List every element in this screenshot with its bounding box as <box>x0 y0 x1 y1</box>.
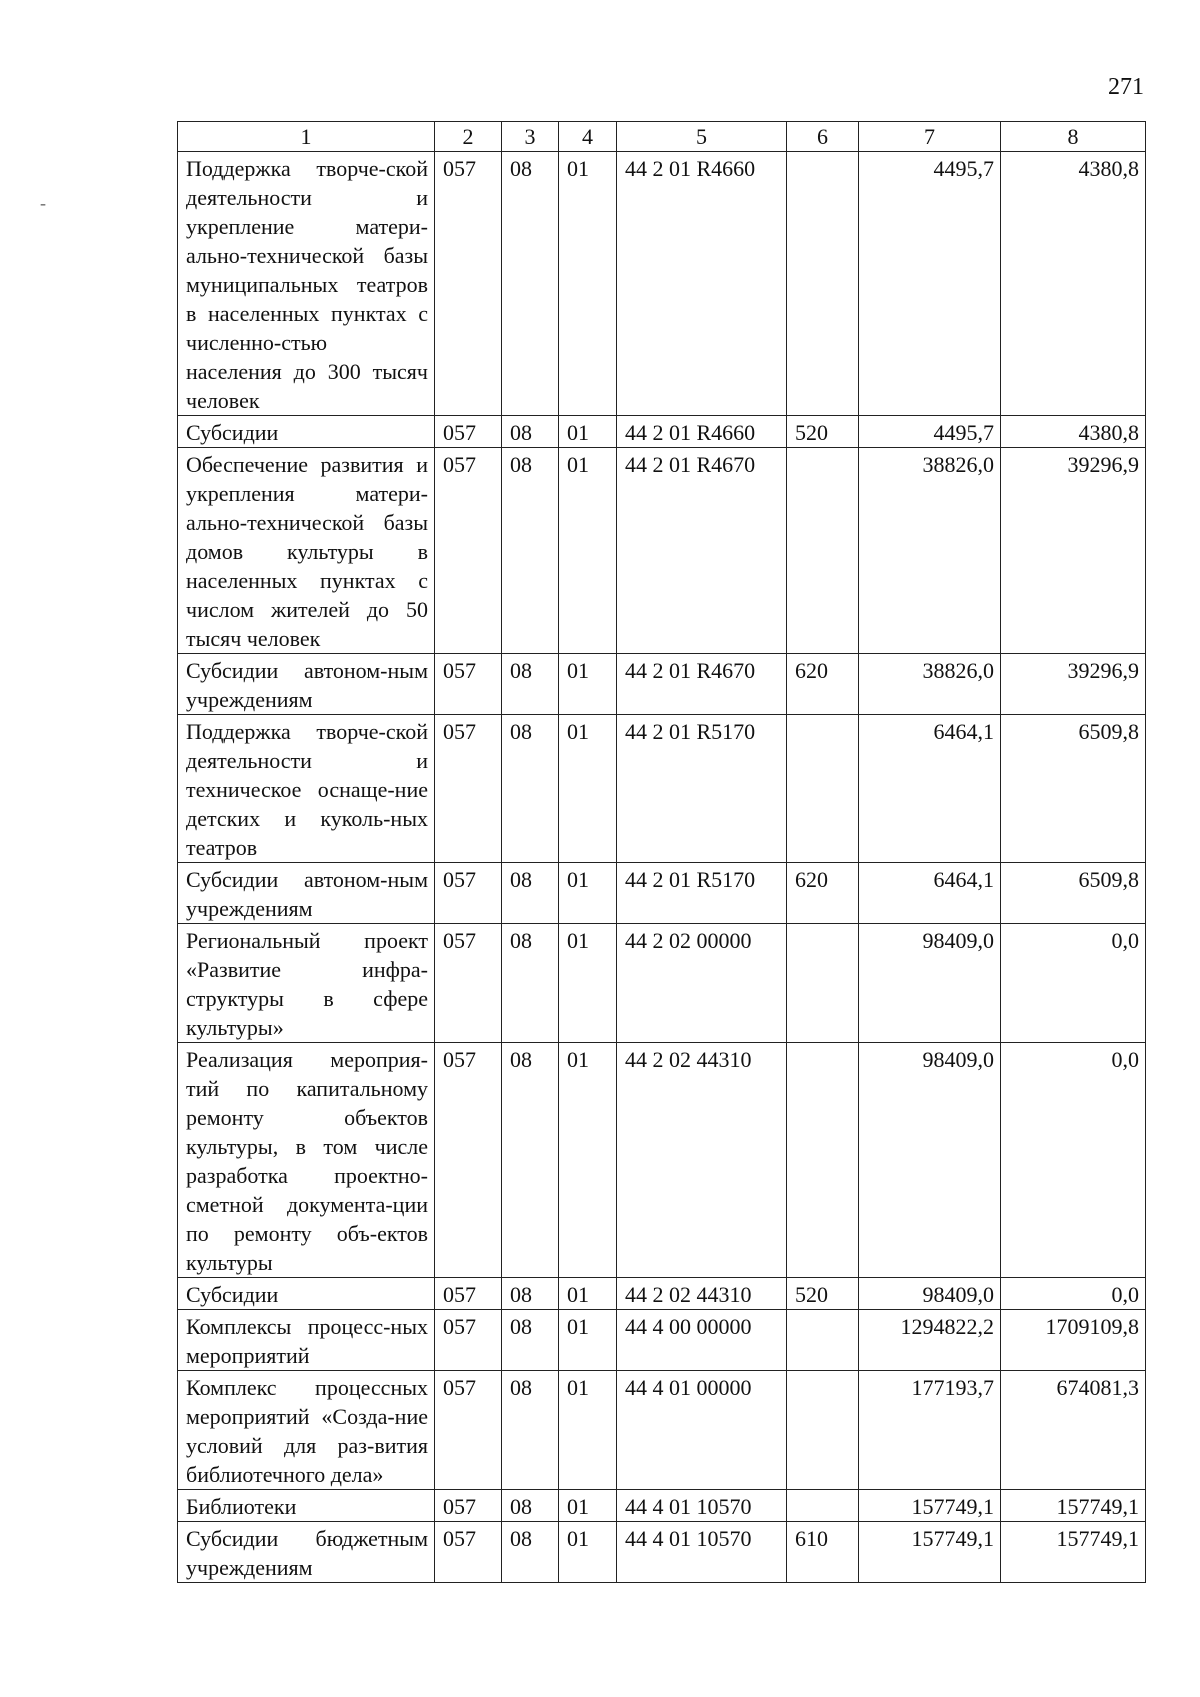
cell-target-code: 44 4 01 10570 <box>617 1522 787 1583</box>
row-name: Комплексы процесс-ных мероприятий <box>178 1310 435 1371</box>
cell-amount-year2: 1709109,8 <box>1001 1310 1146 1371</box>
cell-section: 08 <box>502 1310 559 1371</box>
col-header: 3 <box>502 122 559 152</box>
budget-table <box>177 121 1146 1583</box>
cell-section: 08 <box>502 654 559 715</box>
cell-section: 08 <box>502 1278 559 1310</box>
cell-subsection: 01 <box>559 863 617 924</box>
col-header: 2 <box>435 122 502 152</box>
col-header: 4 <box>559 122 617 152</box>
cell-expense-type <box>787 1310 859 1371</box>
cell-amount-year2: 4380,8 <box>1001 152 1146 416</box>
row-name: Субсидии <box>178 1278 435 1310</box>
cell-amount-year1: 98409,0 <box>859 1043 1001 1278</box>
cell-amount-year2: 0,0 <box>1001 924 1146 1043</box>
cell-target-code: 44 2 01 R4670 <box>617 654 787 715</box>
col-header: 5 <box>617 122 787 152</box>
cell-section: 08 <box>502 152 559 416</box>
cell-expense-type <box>787 1490 859 1522</box>
scan-mark: - <box>40 193 46 213</box>
table-row <box>178 416 1146 448</box>
cell-target-code: 44 2 02 44310 <box>617 1043 787 1278</box>
cell-target-code: 44 4 01 00000 <box>617 1371 787 1490</box>
table-row <box>178 448 1146 654</box>
cell-target-code: 44 2 02 00000 <box>617 924 787 1043</box>
cell-ministry: 057 <box>435 1310 502 1371</box>
table-row <box>178 1371 1146 1490</box>
cell-ministry: 057 <box>435 448 502 654</box>
cell-amount-year2: 674081,3 <box>1001 1371 1146 1490</box>
cell-subsection: 01 <box>559 1522 617 1583</box>
cell-amount-year1: 98409,0 <box>859 924 1001 1043</box>
cell-expense-type: 520 <box>787 1278 859 1310</box>
page-number: 271 <box>1108 74 1144 100</box>
table-row <box>178 1310 1146 1371</box>
cell-ministry: 057 <box>435 152 502 416</box>
row-name: Региональный проект «Развитие инфра-структуры в сфере культуры» <box>178 924 435 1043</box>
col-header: 6 <box>787 122 859 152</box>
cell-section: 08 <box>502 1522 559 1583</box>
row-name: Поддержка творче-ской деятельности и укрепление матери-ально-технической базы муниципальных театров в населенных пунктах с численно-стью населения до 300 тысяч человек <box>178 152 435 416</box>
cell-subsection: 01 <box>559 1310 617 1371</box>
cell-target-code: 44 2 01 R5170 <box>617 715 787 863</box>
cell-amount-year2: 4380,8 <box>1001 416 1146 448</box>
cell-subsection: 01 <box>559 152 617 416</box>
cell-expense-type: 520 <box>787 416 859 448</box>
cell-target-code: 44 2 01 R5170 <box>617 863 787 924</box>
cell-amount-year1: 4495,7 <box>859 152 1001 416</box>
cell-amount-year1: 1294822,2 <box>859 1310 1001 1371</box>
cell-ministry: 057 <box>435 1371 502 1490</box>
cell-amount-year2: 0,0 <box>1001 1278 1146 1310</box>
cell-ministry: 057 <box>435 1490 502 1522</box>
cell-ministry: 057 <box>435 416 502 448</box>
cell-amount-year1: 4495,7 <box>859 416 1001 448</box>
cell-section: 08 <box>502 715 559 863</box>
cell-amount-year2: 39296,9 <box>1001 654 1146 715</box>
cell-section: 08 <box>502 1490 559 1522</box>
cell-section: 08 <box>502 924 559 1043</box>
cell-subsection: 01 <box>559 1371 617 1490</box>
row-name: Реализация мероприя-тий по капитальному ремонту объектов культуры, в том числе разработка проектно-сметной документа-ции по ремонту объ-ектов культуры <box>178 1043 435 1278</box>
cell-amount-year2: 39296,9 <box>1001 448 1146 654</box>
cell-target-code: 44 2 02 44310 <box>617 1278 787 1310</box>
cell-amount-year2: 157749,1 <box>1001 1490 1146 1522</box>
table-header-row <box>178 122 1146 152</box>
cell-amount-year1: 157749,1 <box>859 1522 1001 1583</box>
cell-amount-year1: 6464,1 <box>859 863 1001 924</box>
cell-ministry: 057 <box>435 1522 502 1583</box>
cell-ministry: 057 <box>435 863 502 924</box>
row-name: Субсидии <box>178 416 435 448</box>
cell-section: 08 <box>502 1043 559 1278</box>
cell-subsection: 01 <box>559 1278 617 1310</box>
cell-section: 08 <box>502 1371 559 1490</box>
table-row <box>178 152 1146 416</box>
cell-subsection: 01 <box>559 654 617 715</box>
cell-expense-type <box>787 715 859 863</box>
cell-ministry: 057 <box>435 1043 502 1278</box>
cell-expense-type: 620 <box>787 863 859 924</box>
table-row <box>178 1490 1146 1522</box>
cell-target-code: 44 2 01 R4660 <box>617 416 787 448</box>
cell-expense-type <box>787 152 859 416</box>
cell-amount-year1: 98409,0 <box>859 1278 1001 1310</box>
table-row <box>178 1043 1146 1278</box>
cell-target-code: 44 4 01 10570 <box>617 1490 787 1522</box>
cell-amount-year2: 157749,1 <box>1001 1522 1146 1583</box>
table-row <box>178 863 1146 924</box>
cell-target-code: 44 2 01 R4660 <box>617 152 787 416</box>
row-name: Субсидии бюджетным учреждениям <box>178 1522 435 1583</box>
cell-subsection: 01 <box>559 1043 617 1278</box>
cell-ministry: 057 <box>435 1278 502 1310</box>
cell-subsection: 01 <box>559 448 617 654</box>
cell-amount-year2: 6509,8 <box>1001 715 1146 863</box>
col-header: 8 <box>1001 122 1146 152</box>
table-row <box>178 715 1146 863</box>
cell-section: 08 <box>502 863 559 924</box>
cell-ministry: 057 <box>435 654 502 715</box>
cell-expense-type: 610 <box>787 1522 859 1583</box>
row-name: Комплекс процессных мероприятий «Созда-ние условий для раз-вития библиотечного дела» <box>178 1371 435 1490</box>
cell-amount-year2: 0,0 <box>1001 1043 1146 1278</box>
cell-expense-type <box>787 1043 859 1278</box>
cell-subsection: 01 <box>559 715 617 863</box>
row-name: Библиотеки <box>178 1490 435 1522</box>
cell-amount-year1: 177193,7 <box>859 1371 1001 1490</box>
table-row <box>178 654 1146 715</box>
cell-ministry: 057 <box>435 715 502 863</box>
cell-subsection: 01 <box>559 924 617 1043</box>
row-name: Поддержка творче-ской деятельности и техническое оснаще-ние детских и куколь-ных театров <box>178 715 435 863</box>
col-header: 1 <box>178 122 435 152</box>
cell-amount-year2: 6509,8 <box>1001 863 1146 924</box>
table-row <box>178 1278 1146 1310</box>
cell-expense-type <box>787 448 859 654</box>
cell-subsection: 01 <box>559 1490 617 1522</box>
cell-subsection: 01 <box>559 416 617 448</box>
row-name: Субсидии автоном-ным учреждениям <box>178 654 435 715</box>
row-name: Обеспечение развития и укрепления матери-ально-технической базы домов культуры в населенных пунктах с числом жителей до 50 тысяч человек <box>178 448 435 654</box>
col-header: 7 <box>859 122 1001 152</box>
cell-target-code: 44 2 01 R4670 <box>617 448 787 654</box>
table-row <box>178 1522 1146 1583</box>
cell-expense-type <box>787 1371 859 1490</box>
cell-section: 08 <box>502 416 559 448</box>
table-row <box>178 924 1146 1043</box>
row-name: Субсидии автоном-ным учреждениям <box>178 863 435 924</box>
cell-amount-year1: 38826,0 <box>859 448 1001 654</box>
cell-expense-type <box>787 924 859 1043</box>
cell-section: 08 <box>502 448 559 654</box>
cell-ministry: 057 <box>435 924 502 1043</box>
cell-amount-year1: 6464,1 <box>859 715 1001 863</box>
cell-amount-year1: 38826,0 <box>859 654 1001 715</box>
cell-target-code: 44 4 00 00000 <box>617 1310 787 1371</box>
cell-expense-type: 620 <box>787 654 859 715</box>
cell-amount-year1: 157749,1 <box>859 1490 1001 1522</box>
